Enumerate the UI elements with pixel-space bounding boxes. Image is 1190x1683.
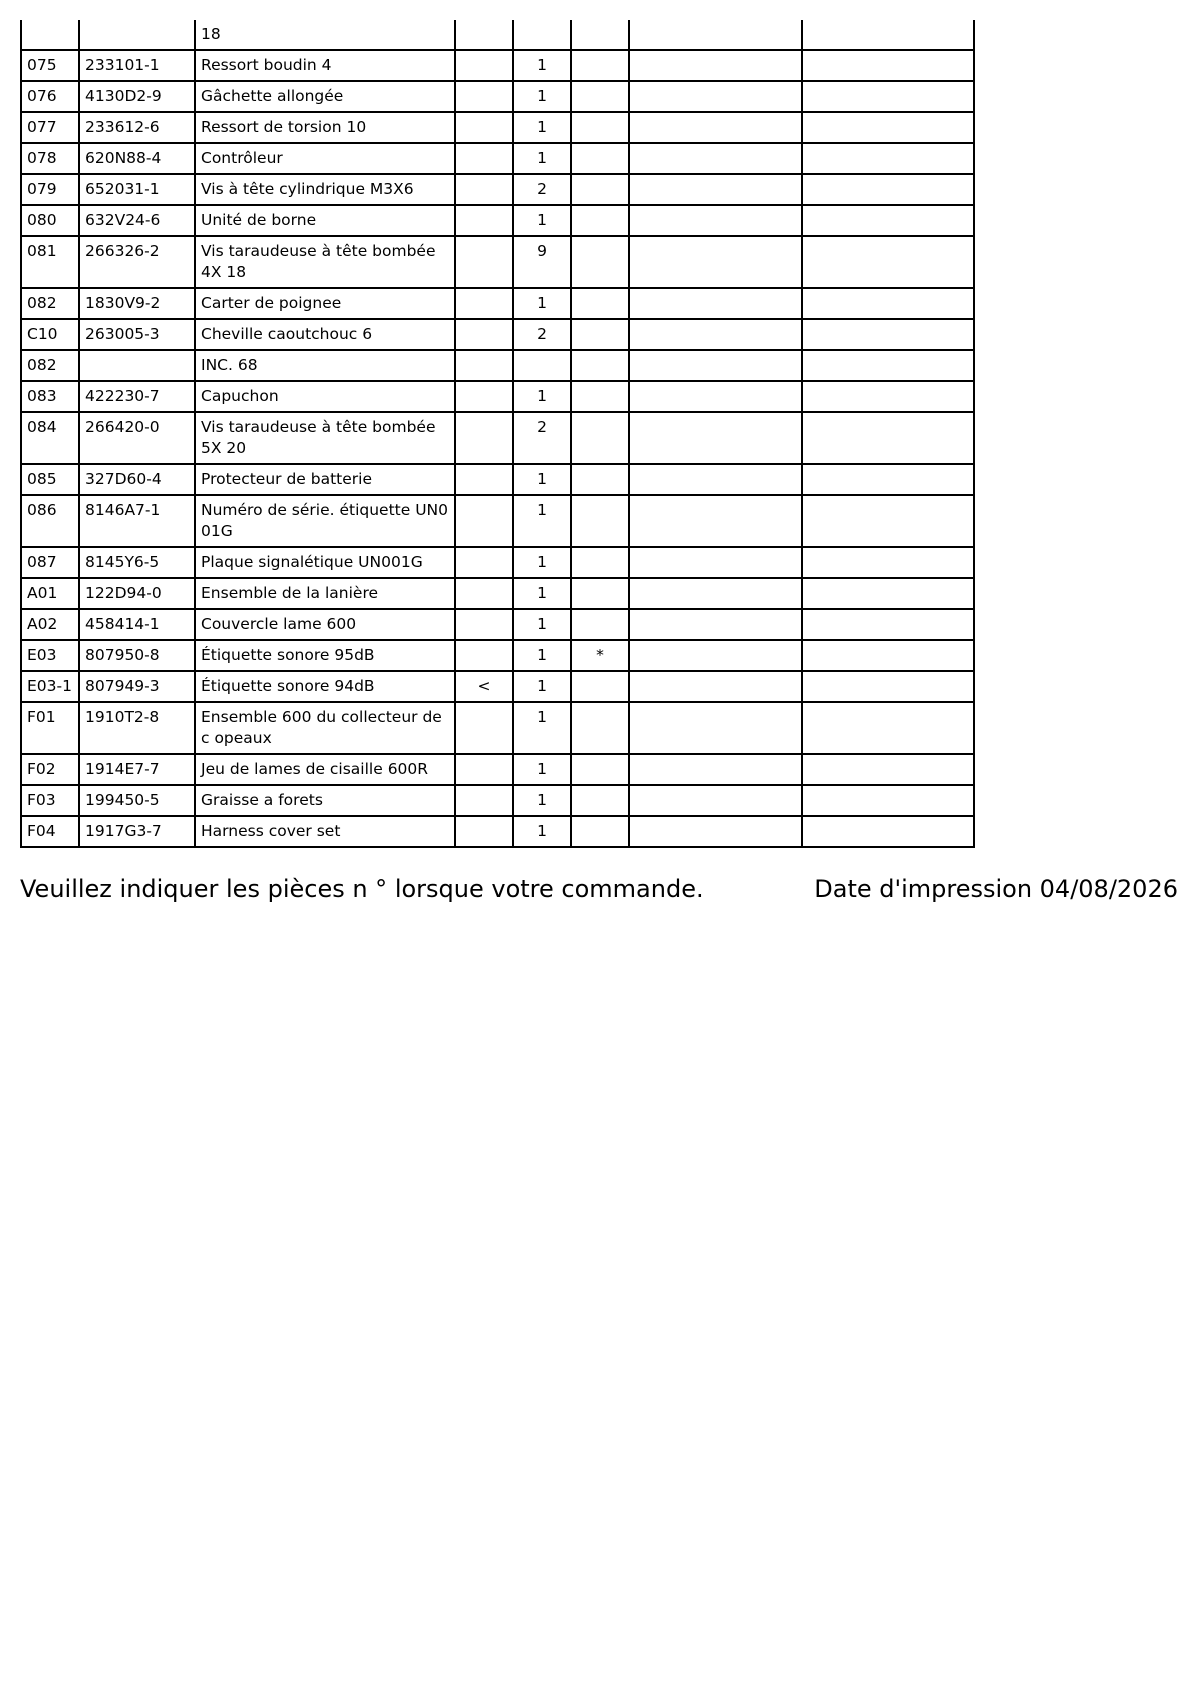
mark-cell bbox=[455, 785, 513, 816]
description-cell: Vis à tête cylindrique M3X6 bbox=[195, 174, 455, 205]
quantity-cell: 1 bbox=[513, 640, 571, 671]
quantity-cell: 1 bbox=[513, 112, 571, 143]
mark-cell bbox=[455, 112, 513, 143]
note-cell bbox=[571, 464, 629, 495]
item-no-cell: F01 bbox=[21, 702, 79, 754]
parts-table-body bbox=[21, 20, 974, 847]
mark-cell bbox=[455, 702, 513, 754]
quantity-cell: 1 bbox=[513, 816, 571, 847]
description-cell: Graisse a forets bbox=[195, 785, 455, 816]
item-no-cell: 082 bbox=[21, 350, 79, 381]
part-number-cell: 1917G3-7 bbox=[79, 816, 195, 847]
extra-cell-1 bbox=[629, 785, 802, 816]
description-cell: Capuchon bbox=[195, 381, 455, 412]
quantity-cell: 2 bbox=[513, 319, 571, 350]
item-no-cell: F04 bbox=[21, 816, 79, 847]
part-number-cell: 632V24-6 bbox=[79, 205, 195, 236]
mark-cell: < bbox=[455, 671, 513, 702]
item-no-cell: E03-1 bbox=[21, 671, 79, 702]
part-number-cell: 233101-1 bbox=[79, 50, 195, 81]
item-no-cell: 087 bbox=[21, 547, 79, 578]
extra-cell-1 bbox=[629, 288, 802, 319]
description-cell: Étiquette sonore 95dB bbox=[195, 640, 455, 671]
note-cell bbox=[571, 112, 629, 143]
part-number-cell: 327D60-4 bbox=[79, 464, 195, 495]
part-number-cell: 807949-3 bbox=[79, 671, 195, 702]
extra-cell-1 bbox=[629, 816, 802, 847]
extra-cell-2 bbox=[802, 350, 974, 381]
description-cell: Jeu de lames de cisaille 600R bbox=[195, 754, 455, 785]
table-row bbox=[21, 236, 974, 288]
quantity-cell: 1 bbox=[513, 81, 571, 112]
note-cell bbox=[571, 319, 629, 350]
note-cell bbox=[571, 381, 629, 412]
note-cell bbox=[571, 816, 629, 847]
extra-cell-2 bbox=[802, 609, 974, 640]
description-cell: Plaque signalétique UN001G bbox=[195, 547, 455, 578]
extra-cell-1 bbox=[629, 671, 802, 702]
note-cell bbox=[571, 174, 629, 205]
extra-cell-1 bbox=[629, 495, 802, 547]
part-number-cell: 1910T2-8 bbox=[79, 702, 195, 754]
table-row bbox=[21, 495, 974, 547]
parts-table bbox=[20, 20, 975, 848]
extra-cell-2 bbox=[802, 671, 974, 702]
table-row bbox=[21, 81, 974, 112]
extra-cell-2 bbox=[802, 495, 974, 547]
mark-cell bbox=[455, 288, 513, 319]
mark-cell bbox=[455, 495, 513, 547]
table-row bbox=[21, 205, 974, 236]
table-row bbox=[21, 288, 974, 319]
part-number-cell: 8145Y6-5 bbox=[79, 547, 195, 578]
note-cell bbox=[571, 81, 629, 112]
quantity-cell: 2 bbox=[513, 174, 571, 205]
part-number-cell: 422230-7 bbox=[79, 381, 195, 412]
quantity-cell bbox=[513, 350, 571, 381]
item-no-cell: 078 bbox=[21, 143, 79, 174]
mark-cell bbox=[455, 174, 513, 205]
extra-cell-2 bbox=[802, 578, 974, 609]
table-row bbox=[21, 174, 974, 205]
extra-cell-1 bbox=[629, 143, 802, 174]
mark-cell bbox=[455, 50, 513, 81]
description-cell: INC. 68 bbox=[195, 350, 455, 381]
part-number-cell: 266326-2 bbox=[79, 236, 195, 288]
extra-cell-2 bbox=[802, 464, 974, 495]
extra-cell-2 bbox=[802, 81, 974, 112]
extra-cell-2 bbox=[802, 236, 974, 288]
part-number-cell: 1914E7-7 bbox=[79, 754, 195, 785]
table-row bbox=[21, 671, 974, 702]
item-no-cell: F03 bbox=[21, 785, 79, 816]
part-number-cell: 4130D2-9 bbox=[79, 81, 195, 112]
table-row bbox=[21, 754, 974, 785]
extra-cell-2 bbox=[802, 174, 974, 205]
description-cell: 18 bbox=[195, 20, 455, 50]
item-no-cell: 077 bbox=[21, 112, 79, 143]
extra-cell-2 bbox=[802, 702, 974, 754]
table-row bbox=[21, 578, 974, 609]
extra-cell-1 bbox=[629, 112, 802, 143]
quantity-cell: 1 bbox=[513, 671, 571, 702]
description-cell: Vis taraudeuse à tête bombée 5X 20 bbox=[195, 412, 455, 464]
extra-cell-1 bbox=[629, 754, 802, 785]
mark-cell bbox=[455, 381, 513, 412]
extra-cell-2 bbox=[802, 205, 974, 236]
item-no-cell: A02 bbox=[21, 609, 79, 640]
quantity-cell: 1 bbox=[513, 578, 571, 609]
part-number-cell: 8146A7-1 bbox=[79, 495, 195, 547]
item-no-cell: 085 bbox=[21, 464, 79, 495]
item-no-cell: C10 bbox=[21, 319, 79, 350]
quantity-cell: 1 bbox=[513, 609, 571, 640]
note-cell bbox=[571, 578, 629, 609]
item-no-cell: 082 bbox=[21, 288, 79, 319]
quantity-cell: 1 bbox=[513, 702, 571, 754]
note-cell bbox=[571, 288, 629, 319]
item-no-cell bbox=[21, 20, 79, 50]
description-cell: Carter de poignee bbox=[195, 288, 455, 319]
extra-cell-1 bbox=[629, 464, 802, 495]
quantity-cell: 2 bbox=[513, 412, 571, 464]
extra-cell-2 bbox=[802, 50, 974, 81]
extra-cell-2 bbox=[802, 143, 974, 174]
extra-cell-1 bbox=[629, 205, 802, 236]
quantity-cell: 1 bbox=[513, 288, 571, 319]
item-no-cell: F02 bbox=[21, 754, 79, 785]
table-row bbox=[21, 50, 974, 81]
quantity-cell: 1 bbox=[513, 50, 571, 81]
mark-cell bbox=[455, 143, 513, 174]
quantity-cell: 9 bbox=[513, 236, 571, 288]
item-no-cell: 081 bbox=[21, 236, 79, 288]
item-no-cell: A01 bbox=[21, 578, 79, 609]
extra-cell-2 bbox=[802, 412, 974, 464]
quantity-cell: 1 bbox=[513, 143, 571, 174]
table-row bbox=[21, 319, 974, 350]
part-number-cell bbox=[79, 350, 195, 381]
mark-cell bbox=[455, 412, 513, 464]
part-number-cell: 122D94-0 bbox=[79, 578, 195, 609]
extra-cell-1 bbox=[629, 381, 802, 412]
quantity-cell: 1 bbox=[513, 381, 571, 412]
mark-cell bbox=[455, 640, 513, 671]
mark-cell bbox=[455, 81, 513, 112]
order-instruction: Veuillez indiquer les pièces n ° lorsque votre commande. bbox=[20, 875, 704, 903]
description-cell: Cheville caoutchouc 6 bbox=[195, 319, 455, 350]
quantity-cell: 1 bbox=[513, 547, 571, 578]
note-cell bbox=[571, 754, 629, 785]
item-no-cell: E03 bbox=[21, 640, 79, 671]
extra-cell-2 bbox=[802, 816, 974, 847]
mark-cell bbox=[455, 547, 513, 578]
mark-cell bbox=[455, 754, 513, 785]
item-no-cell: 086 bbox=[21, 495, 79, 547]
description-cell: Harness cover set bbox=[195, 816, 455, 847]
mark-cell bbox=[455, 20, 513, 50]
table-row bbox=[21, 785, 974, 816]
item-no-cell: 084 bbox=[21, 412, 79, 464]
description-cell: Ressort de torsion 10 bbox=[195, 112, 455, 143]
note-cell bbox=[571, 495, 629, 547]
extra-cell-1 bbox=[629, 578, 802, 609]
extra-cell-2 bbox=[802, 547, 974, 578]
description-cell: Vis taraudeuse à tête bombée 4X 18 bbox=[195, 236, 455, 288]
extra-cell-1 bbox=[629, 609, 802, 640]
description-cell: Ensemble de la lanière bbox=[195, 578, 455, 609]
note-cell bbox=[571, 350, 629, 381]
note-cell bbox=[571, 609, 629, 640]
note-cell bbox=[571, 143, 629, 174]
table-row bbox=[21, 20, 974, 50]
description-cell: Protecteur de batterie bbox=[195, 464, 455, 495]
note-cell bbox=[571, 702, 629, 754]
note-cell: * bbox=[571, 640, 629, 671]
extra-cell-1 bbox=[629, 81, 802, 112]
description-cell: Couvercle lame 600 bbox=[195, 609, 455, 640]
mark-cell bbox=[455, 816, 513, 847]
mark-cell bbox=[455, 464, 513, 495]
item-no-cell: 075 bbox=[21, 50, 79, 81]
quantity-cell: 1 bbox=[513, 785, 571, 816]
part-number-cell: 652031-1 bbox=[79, 174, 195, 205]
extra-cell-2 bbox=[802, 754, 974, 785]
part-number-cell: 199450-5 bbox=[79, 785, 195, 816]
mark-cell bbox=[455, 319, 513, 350]
extra-cell-1 bbox=[629, 412, 802, 464]
mark-cell bbox=[455, 236, 513, 288]
extra-cell-2 bbox=[802, 640, 974, 671]
description-cell: Unité de borne bbox=[195, 205, 455, 236]
part-number-cell: 233612-6 bbox=[79, 112, 195, 143]
note-cell bbox=[571, 547, 629, 578]
extra-cell-1 bbox=[629, 236, 802, 288]
quantity-cell: 1 bbox=[513, 205, 571, 236]
table-row bbox=[21, 464, 974, 495]
quantity-cell: 1 bbox=[513, 495, 571, 547]
note-cell bbox=[571, 205, 629, 236]
extra-cell-1 bbox=[629, 640, 802, 671]
note-cell bbox=[571, 412, 629, 464]
extra-cell-1 bbox=[629, 50, 802, 81]
part-number-cell: 620N88-4 bbox=[79, 143, 195, 174]
extra-cell-1 bbox=[629, 20, 802, 50]
extra-cell-2 bbox=[802, 112, 974, 143]
note-cell bbox=[571, 20, 629, 50]
extra-cell-2 bbox=[802, 785, 974, 816]
part-number-cell: 1830V9-2 bbox=[79, 288, 195, 319]
note-cell bbox=[571, 236, 629, 288]
note-cell bbox=[571, 50, 629, 81]
mark-cell bbox=[455, 609, 513, 640]
description-cell: Gâchette allongée bbox=[195, 81, 455, 112]
table-row bbox=[21, 640, 974, 671]
part-number-cell: 458414-1 bbox=[79, 609, 195, 640]
quantity-cell bbox=[513, 20, 571, 50]
part-number-cell: 807950-8 bbox=[79, 640, 195, 671]
quantity-cell: 1 bbox=[513, 464, 571, 495]
extra-cell-2 bbox=[802, 319, 974, 350]
part-number-cell bbox=[79, 20, 195, 50]
table-row bbox=[21, 381, 974, 412]
table-row bbox=[21, 412, 974, 464]
extra-cell-1 bbox=[629, 319, 802, 350]
item-no-cell: 080 bbox=[21, 205, 79, 236]
description-cell: Numéro de série. étiquette UN0 01G bbox=[195, 495, 455, 547]
description-cell: Ressort boudin 4 bbox=[195, 50, 455, 81]
table-row bbox=[21, 143, 974, 174]
table-row bbox=[21, 350, 974, 381]
extra-cell-1 bbox=[629, 350, 802, 381]
extra-cell-1 bbox=[629, 174, 802, 205]
table-row bbox=[21, 816, 974, 847]
description-cell: Étiquette sonore 94dB bbox=[195, 671, 455, 702]
item-no-cell: 076 bbox=[21, 81, 79, 112]
part-number-cell: 266420-0 bbox=[79, 412, 195, 464]
quantity-cell: 1 bbox=[513, 754, 571, 785]
extra-cell-1 bbox=[629, 547, 802, 578]
extra-cell-2 bbox=[802, 381, 974, 412]
extra-cell-2 bbox=[802, 20, 974, 50]
description-cell: Ensemble 600 du collecteur de c opeaux bbox=[195, 702, 455, 754]
mark-cell bbox=[455, 205, 513, 236]
item-no-cell: 079 bbox=[21, 174, 79, 205]
table-row bbox=[21, 609, 974, 640]
item-no-cell: 083 bbox=[21, 381, 79, 412]
mark-cell bbox=[455, 350, 513, 381]
table-row bbox=[21, 702, 974, 754]
extra-cell-2 bbox=[802, 288, 974, 319]
extra-cell-1 bbox=[629, 702, 802, 754]
print-date: Date d'impression 04/08/2026 bbox=[814, 875, 1178, 903]
part-number-cell: 263005-3 bbox=[79, 319, 195, 350]
note-cell bbox=[571, 671, 629, 702]
description-cell: Contrôleur bbox=[195, 143, 455, 174]
note-cell bbox=[571, 785, 629, 816]
table-row bbox=[21, 547, 974, 578]
table-row bbox=[21, 112, 974, 143]
mark-cell bbox=[455, 578, 513, 609]
